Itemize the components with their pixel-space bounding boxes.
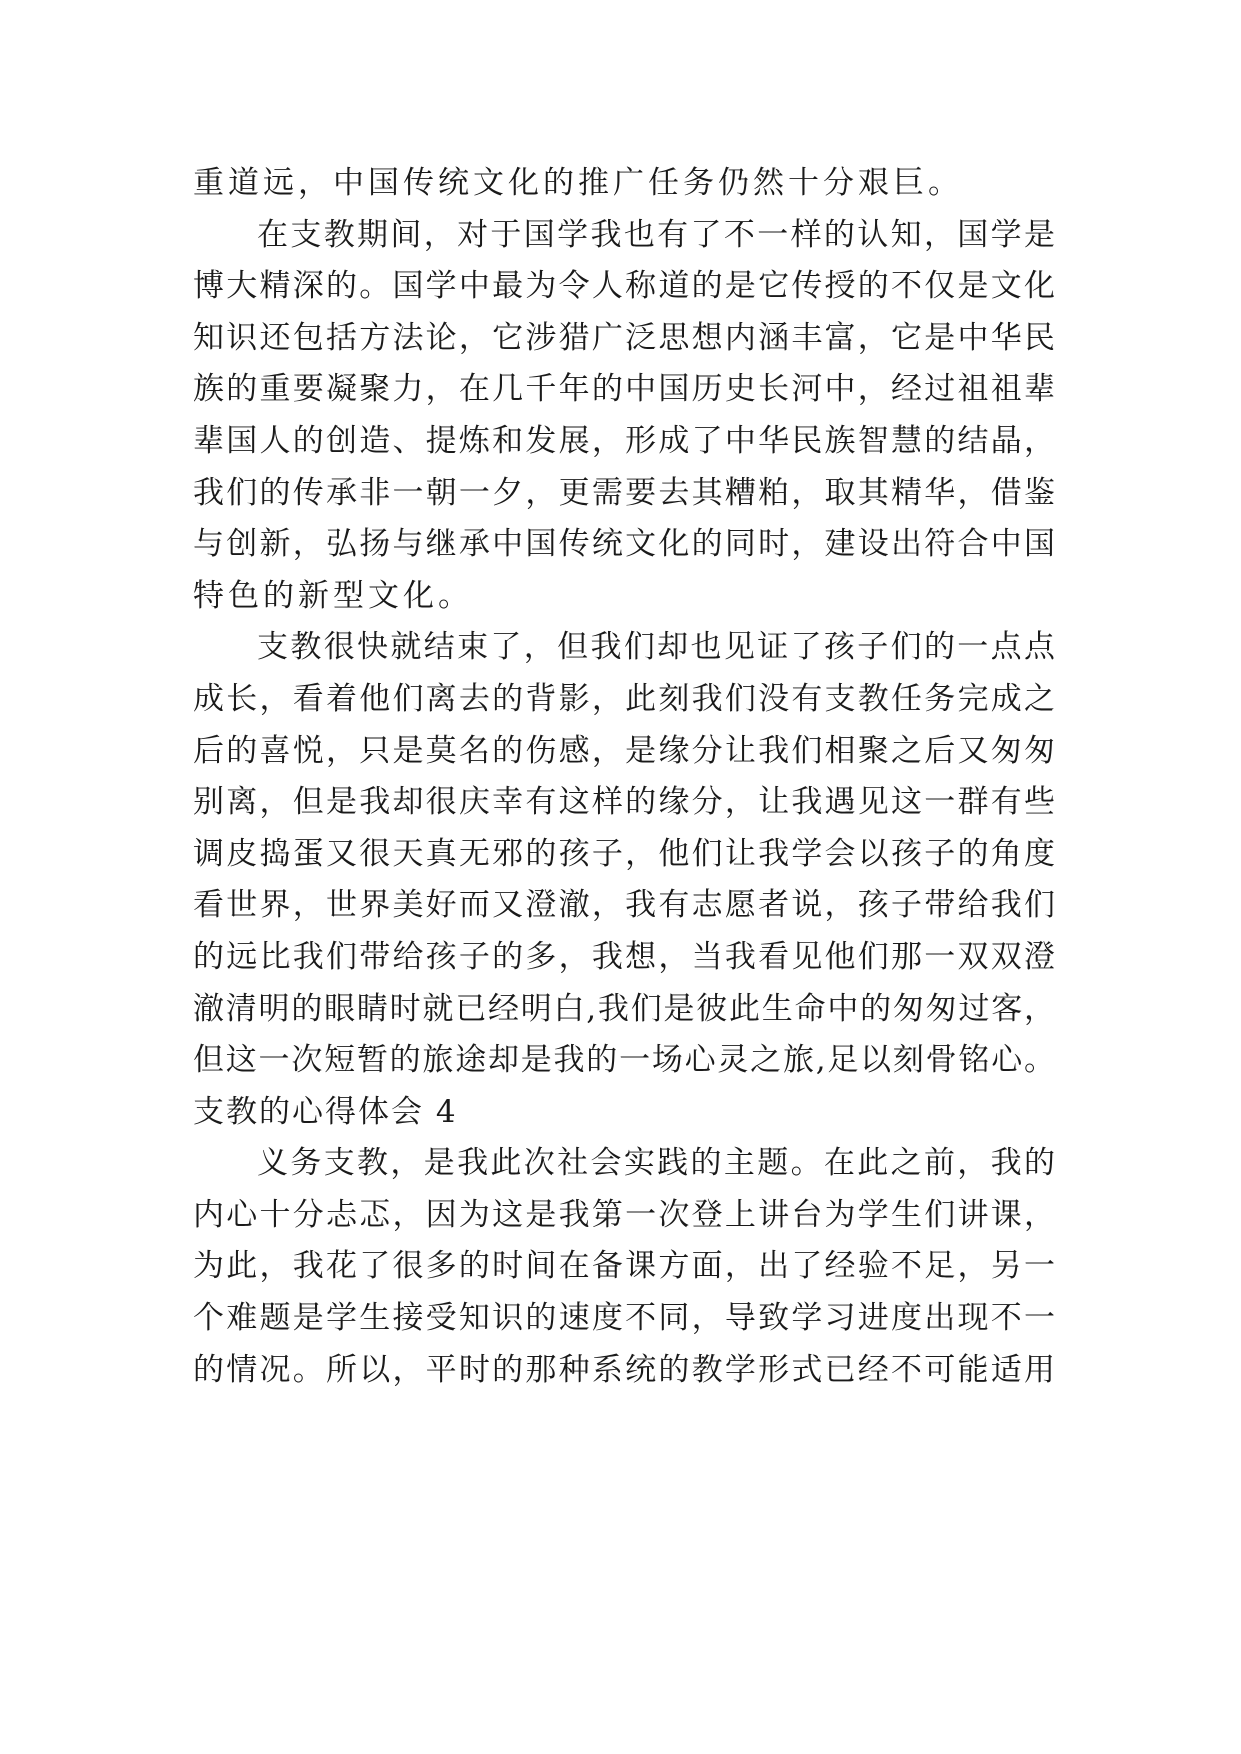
section-heading: 支教的心得体会 4 — [193, 1093, 458, 1130]
text-line: 看世界，世界美好而又澄澈，我有志愿者说，孩子带给我们 — [193, 887, 1055, 924]
text-line: 我们的传承非一朝一夕，更需要去其糟粕，取其精华，借鉴 — [193, 474, 1055, 511]
text-line: 调皮捣蛋又很天真无邪的孩子，他们让我学会以孩子的角度 — [193, 835, 1055, 872]
text-line: 重道远，中国传统文化的推广任务仍然十分艰巨。 — [193, 165, 963, 201]
paragraph-first-line: 支教很快就结束了，但我们却也见证了孩子们的一点点 — [257, 629, 1055, 666]
text-line: 博大精深的。国学中最为令人称道的是它传授的不仅是文化 — [193, 268, 1055, 305]
text-line: 澈清明的眼睛时就已经明白,我们是彼此生命中的匆匆过客， — [193, 990, 1055, 1027]
text-line: 的情况。所以，平时的那种系统的教学形式已经不可能适用 — [193, 1351, 1055, 1388]
paragraph-first-line: 在支教期间，对于国学我也有了不一样的认知，国学是 — [257, 216, 1055, 253]
paragraph-first-line: 义务支教，是我此次社会实践的主题。在此之前，我的 — [257, 1145, 1055, 1182]
text-line: 特色的新型文化。 — [193, 577, 473, 614]
text-line: 后的喜悦，只是莫名的伤感，是缘分让我们相聚之后又匆匆 — [193, 732, 1055, 769]
document-body — [193, 158, 1055, 1396]
text-line: 族的重要凝聚力，在几千年的中国历史长河中，经过祖祖辈 — [193, 371, 1055, 408]
text-line: 与创新，弘扬与继承中国传统文化的同时，建设出符合中国 — [193, 526, 1055, 563]
text-line: 别离，但是我却很庆幸有这样的缘分，让我遇见这一群有些 — [193, 784, 1055, 821]
text-line: 个难题是学生接受知识的速度不同，导致学习进度出现不一 — [193, 1300, 1055, 1337]
text-line: 但这一次短暂的旅途却是我的一场心灵之旅,足以刻骨铭心。 — [193, 1042, 1055, 1079]
text-line: 知识还包括方法论，它涉猎广泛思想内涵丰富，它是中华民 — [193, 319, 1055, 356]
text-line: 成长，看着他们离去的背影，此刻我们没有支教任务完成之 — [193, 680, 1055, 717]
text-line: 内心十分忐忑，因为这是我第一次登上讲台为学生们讲课， — [193, 1196, 1055, 1233]
text-line: 辈国人的创造、提炼和发展，形成了中华民族智慧的结晶， — [193, 422, 1055, 459]
text-line: 为此，我花了很多的时间在备课方面，出了经验不足，另一 — [193, 1248, 1055, 1285]
text-line: 的远比我们带给孩子的多，我想，当我看见他们那一双双澄 — [193, 938, 1055, 975]
